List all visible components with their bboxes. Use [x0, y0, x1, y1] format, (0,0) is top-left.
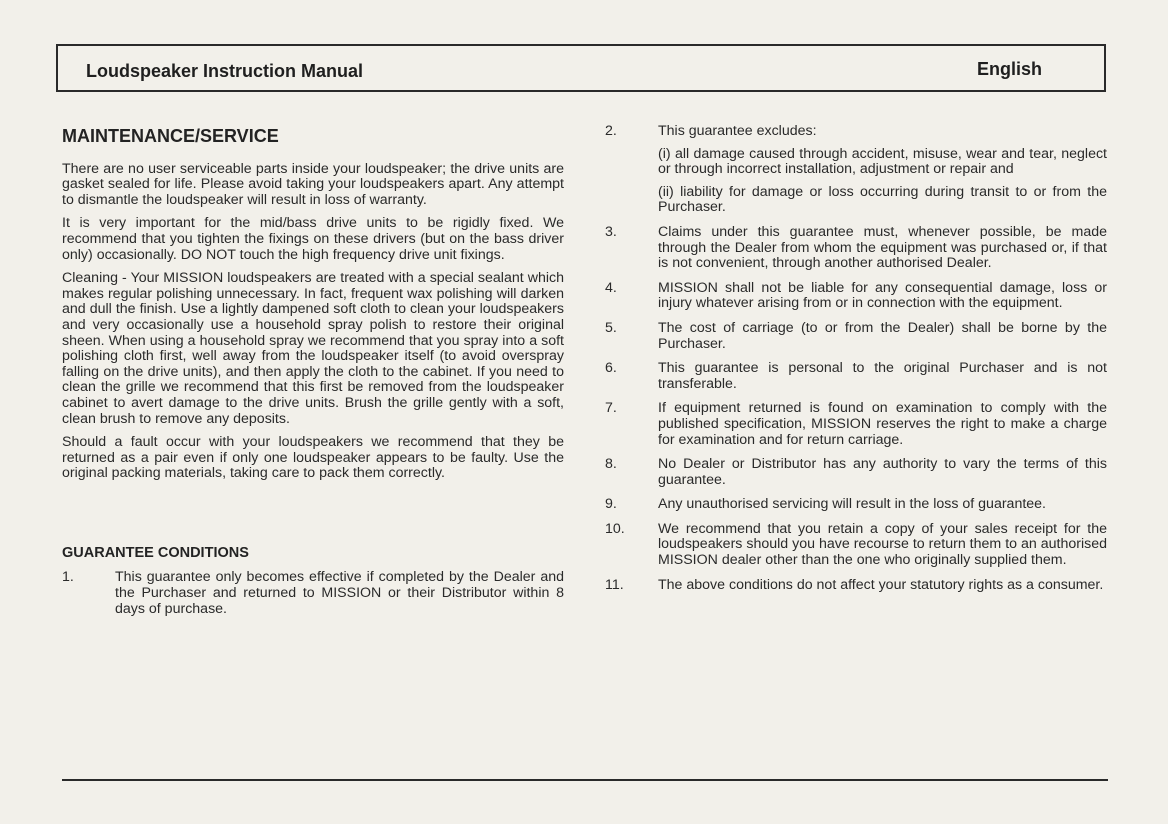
condition-text: We recommend that you retain a copy of your sales receipt for the loudspeakers should you have recourse to return them to an authorised MISSION dealer other than the one who originally supplied them.: [658, 520, 1107, 569]
condition-text: This guarantee excludes:: [658, 123, 817, 139]
guarantee-condition: [605, 522, 1107, 569]
maintenance-paragraph: It is very important for the mid/bass drive units to be rigidly fixed. We recommend that you tighten the fixings on these drivers (but on the bass driver only) occasionally. DO NOT touch the high frequency drive unit fixings.: [62, 215, 564, 263]
maintenance-paragraph: There are no user serviceable parts inside your loudspeaker; the drive units are gasket sealed for life. Please avoid taking your loudspeakers apart. Any attempt to dismantle the loudspeaker will result in loss of warranty.: [62, 160, 564, 208]
guarantee-condition: [605, 401, 1107, 448]
condition-text: If equipment returned is found on examination to comply with the published specification, MISSION reserves the right to make a charge for examination and for return carriage.: [658, 400, 1107, 448]
condition-text: This guarantee only becomes effective if completed by the Dealer and the Purchaser and returned to MISSION or their Distributor within 8 days of purchase.: [115, 569, 564, 617]
left-column: [62, 124, 564, 626]
guarantee-condition: [605, 361, 1107, 392]
condition-text: Claims under this guarantee must, whenever possible, be made through the Dealer from whom the equipment was purchased or, if that is not convenient, through another authorised Dealer.: [658, 223, 1107, 272]
condition-subclause: (ii) liability for damage or loss occurring during transit to or from the Purchaser.: [658, 183, 1107, 216]
manual-title: Loudspeaker Instruction Manual: [86, 61, 364, 81]
condition-text: MISSION shall not be liable for any consequential damage, loss or injury whatever arising from or in connection with the equipment.: [658, 279, 1107, 312]
guarantee-condition: [605, 225, 1107, 272]
guarantee-condition: [605, 281, 1107, 312]
condition-number: 5.: [605, 319, 617, 336]
guarantee-condition: [605, 124, 1107, 216]
condition-number: 6.: [605, 360, 617, 377]
condition-text: The above conditions do not affect your statutory rights as a consumer.: [658, 576, 1104, 593]
maintenance-paragraph: Cleaning - Your MISSION loudspeakers are treated with a special sealant which makes regular polishing unnecessary. In fact, frequent wax polishing will darken and dull the finish. Use a lightly dampened soft cloth to clean your loudspeakers and very occasionally use a household spray polish to restore their original sheen. When using a household spray we recommend that you spray into a soft polishing cloth first, well away from the loudspeaker itself (to avoid overspray falling on the drive units), and then apply the cloth to the cabinet. If you need to clean the grille we recommend that this first be removed from the loudspeaker cabinet to avert damage to the drive units. Brush the grille gently with a soft, clean brush to remove any deposits.: [62, 270, 564, 427]
condition-text: The cost of carriage (to or from the Dealer) shall be borne by the Purchaser.: [658, 319, 1107, 352]
guarantee-condition: [605, 497, 1107, 513]
condition-subclause: (i) all damage caused through accident, misuse, wear and tear, neglect or through incorrect installation, adjustment or repair and: [658, 145, 1107, 178]
guarantee-heading: GUARANTEE CONDITIONS: [62, 544, 249, 561]
condition-number: 8.: [605, 456, 617, 473]
condition-number: 9.: [605, 496, 617, 513]
maintenance-heading: MAINTENANCE/SERVICE: [62, 126, 279, 146]
condition-number: 7.: [605, 400, 617, 417]
guarantee-condition: [605, 457, 1107, 488]
maintenance-paragraph: Should a fault occur with your loudspeakers we recommend that they be returned as a pair even if only one loudspeaker appears to be faulty. Use the original packing materials, taking care to pack them correctly.: [62, 434, 564, 482]
condition-number: 3.: [605, 223, 617, 240]
condition-text: No Dealer or Distributor has any authority to vary the terms of this guarantee.: [658, 456, 1107, 488]
condition-number: 11.: [605, 576, 624, 593]
guarantee-condition: [605, 578, 1107, 594]
right-column: [605, 124, 1107, 602]
condition-number: 1.: [62, 569, 74, 586]
language-label: English: [976, 59, 1042, 79]
guarantee-condition: [605, 321, 1107, 352]
guarantee-condition: [62, 570, 564, 617]
condition-text: This guarantee is personal to the original Purchaser and is not transferable.: [658, 360, 1107, 392]
page-header: [56, 44, 1106, 92]
condition-text: Any unauthorised servicing will result in the loss of guarantee.: [658, 496, 1047, 513]
condition-number: 10.: [605, 520, 625, 537]
condition-number: 2.: [605, 123, 617, 139]
footer-rule: [62, 779, 1108, 781]
condition-number: 4.: [605, 279, 617, 296]
